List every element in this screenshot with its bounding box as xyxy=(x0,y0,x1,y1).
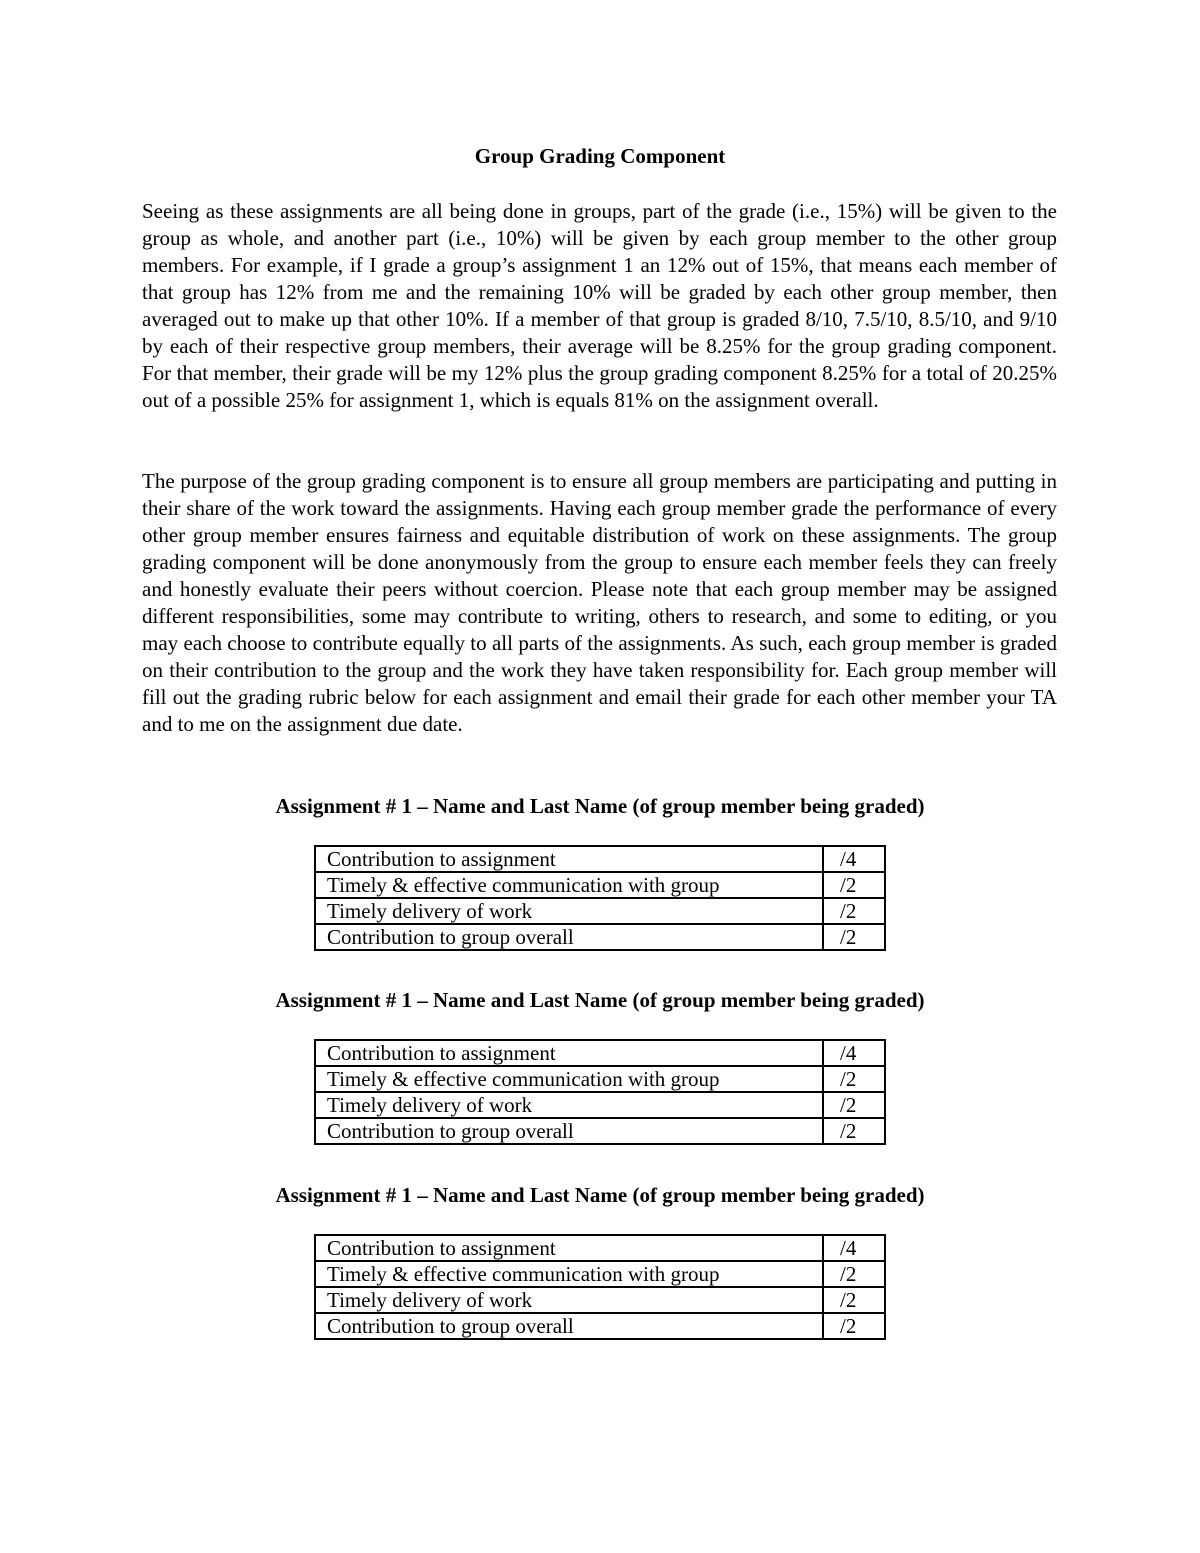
criterion-cell: Contribution to group overall xyxy=(315,1118,823,1144)
rubric-heading-1: Assignment # 1 – Name and Last Name (of group member being graded) xyxy=(275,794,925,818)
score-cell: /2 xyxy=(823,1118,885,1144)
score-cell: /2 xyxy=(823,1092,885,1118)
score-cell: /2 xyxy=(823,1313,885,1339)
rubric-heading-3: Assignment # 1 – Name and Last Name (of group member being graded) xyxy=(275,1183,925,1207)
table-row xyxy=(315,1313,885,1339)
criterion-cell: Contribution to assignment xyxy=(315,1235,823,1261)
score-cell: /4 xyxy=(823,846,885,872)
paragraph-purpose: The purpose of the group grading component is to ensure all group members are participating and putting in their share of the work toward the assignments. Having each group member grade the performance of every other group member ensures fairness and equitable distribution of work on these assignments. The group grading component will be done anonymously from the group to ensure each member feels they can freely and honestly evaluate their peers without coercion. Please note that each group member may be assigned different responsibilities, some may contribute to writing, others to research, and some to editing, or you may each choose to contribute equally to all parts of the assignments. As such, each group member is graded on their contribution to the group and the work they have taken responsibility for. Each group member will fill out the grading rubric below for each assignment and email their grade for each other member your TA and to me on the assignment due date. xyxy=(142,469,1057,736)
table-row xyxy=(315,1287,885,1313)
table-row xyxy=(315,1066,885,1092)
criterion-cell: Timely & effective communication with group xyxy=(315,1261,823,1287)
rubric-heading-2: Assignment # 1 – Name and Last Name (of group member being graded) xyxy=(275,988,925,1012)
rubric-table-3 xyxy=(314,1234,886,1340)
score-cell: /4 xyxy=(823,1040,885,1066)
criterion-cell: Timely & effective communication with group xyxy=(315,872,823,898)
paragraph-grading-explanation: Seeing as these assignments are all being done in groups, part of the grade (i.e., 15%) will be given to the group as whole, and another part (i.e., 10%) will be given by each group member to the other group members. For example, if I grade a group’s assignment 1 an 12% out of 15%, that means each member of that group has 12% from me and the remaining 10% will be graded by each other group member, then averaged out to make up that other 10%. If a member of that group is graded 8/10, 7.5/10, 8.5/10, and 9/10 by each of their respective group members, their average will be 8.25% for the group grading component. For that member, their grade will be my 12% plus the group grading component 8.25% for a total of 20.25% out of a possible 25% for assignment 1, which is equals 81% on the assignment overall. xyxy=(142,199,1057,412)
score-cell: /2 xyxy=(823,924,885,950)
score-cell: /2 xyxy=(823,898,885,924)
rubric-table-2 xyxy=(314,1039,886,1145)
table-row xyxy=(315,872,885,898)
criterion-cell: Contribution to assignment xyxy=(315,846,823,872)
rubric-table-1 xyxy=(314,845,886,951)
score-cell: /4 xyxy=(823,1235,885,1261)
table-row xyxy=(315,1261,885,1287)
score-cell: /2 xyxy=(823,1066,885,1092)
criterion-cell: Contribution to group overall xyxy=(315,1313,823,1339)
table-row xyxy=(315,924,885,950)
criterion-cell: Contribution to group overall xyxy=(315,924,823,950)
document-title: Group Grading Component xyxy=(474,144,726,168)
criterion-cell: Timely delivery of work xyxy=(315,1287,823,1313)
criterion-cell: Timely delivery of work xyxy=(315,898,823,924)
table-row xyxy=(315,1040,885,1066)
score-cell: /2 xyxy=(823,1261,885,1287)
table-row xyxy=(315,898,885,924)
criterion-cell: Contribution to assignment xyxy=(315,1040,823,1066)
criterion-cell: Timely delivery of work xyxy=(315,1092,823,1118)
table-row xyxy=(315,1235,885,1261)
score-cell: /2 xyxy=(823,1287,885,1313)
criterion-cell: Timely & effective communication with group xyxy=(315,1066,823,1092)
table-row xyxy=(315,1092,885,1118)
table-row xyxy=(315,846,885,872)
score-cell: /2 xyxy=(823,872,885,898)
table-row xyxy=(315,1118,885,1144)
